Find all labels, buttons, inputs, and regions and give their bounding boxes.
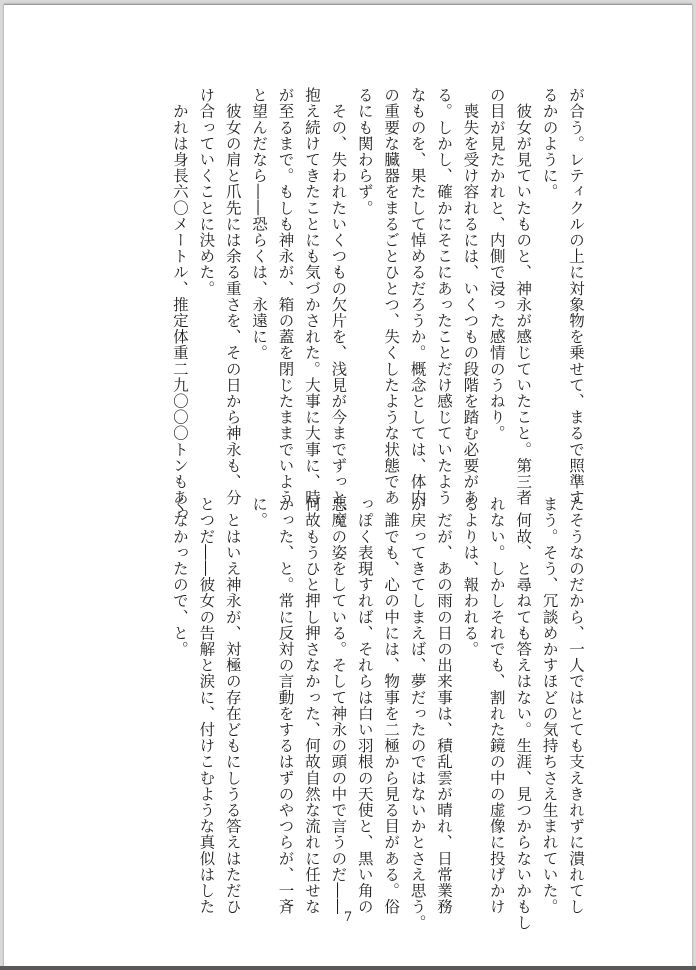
text-line: かれは身長六〇メートル、推定体重二九〇〇〇トンもあっ — [170, 87, 189, 522]
text-line: たそうなのだから、一人ではとても支えきれずに潰れてし — [567, 496, 585, 915]
text-line: るかのように。 — [540, 87, 559, 200]
text-line: 誰でも、心の中には、物事を二極から見る目がある。俗 — [382, 496, 401, 915]
page-number: 7 — [343, 910, 353, 925]
text-block-lower — [167, 496, 590, 931]
text-line: とつだ――彼女の告解と涙に、付けこむような真似はした — [197, 496, 216, 915]
text-line: 何故、と尋ねても答えはない。生涯、見つからないかもし — [514, 496, 533, 931]
document-page — [4, 4, 692, 967]
text-line: に。 — [250, 496, 269, 529]
text-line: 彼女の肩と爪先には余る重さを、その日から神永も、分 — [223, 87, 242, 506]
text-line: まう。そう、冗談めかすほどの気持ちさえ生まれていた。 — [540, 496, 559, 915]
text-line: 何故もうひと押し押さなかった、何故自然な流れに任せな — [302, 496, 321, 915]
text-line: が戻ってきてしまえば、夢だったのではないかとさえ思う。 — [408, 496, 427, 931]
page-bottom-edge — [0, 966, 696, 970]
text-line: かった、と。常に反対の言動をするはずのやつらが、一斉 — [276, 496, 295, 915]
text-line: る。しかし、確かにそこにあったことだけ感じていたよう — [434, 87, 453, 506]
text-line: け合っていくことに決めた。 — [197, 87, 216, 297]
text-line: の重要な臓器をまるごとひとつ、失くしたような状態であ — [382, 87, 401, 506]
text-line: っぽく表現すれば、それらは白い羽根の天使と、黒い角の — [355, 496, 374, 915]
text-line: るよりは、報われる。 — [461, 496, 480, 657]
text-line: 抱え続けてきたことにも気づかされた。大事に大事に、時 — [302, 87, 321, 506]
text-line: とはいえ神永が、対極の存在どもにしうる答えはただひ — [223, 496, 242, 915]
text-line: が至るまで。もしも神永が、箱の蓋を閉じたままでいよう — [276, 87, 295, 506]
text-line: の目が見たかれと、内側で浸った感情のうねり。 — [487, 87, 506, 442]
text-line: と望んだなら――恐らくは、永遠に。 — [250, 87, 269, 361]
text-line: れない。しかしそれでも、割れた鏡の中の虚像に投げかけ — [487, 496, 506, 915]
text-block-upper — [167, 87, 590, 522]
text-line: くなかったので、と。 — [170, 496, 189, 657]
text-line: その、失われたいくつもの欠片を、浅見が今までずっと、 — [329, 87, 348, 522]
text-line: なものを、果たして悼めるだろうか。概念としては、体内 — [408, 87, 427, 506]
text-line: が合う。レティクルの上に対象物を乗せて、まるで照準す — [567, 87, 585, 506]
text-line: 喪失を受け容れるには、いくつもの段階を踏む必要があ — [461, 87, 480, 506]
text-line: 悪魔の姿をしている。そして神永の頭の中で言うのだ―― — [329, 496, 348, 915]
text-line: るにも関わらず。 — [355, 87, 374, 216]
text-line: だが、あの雨の日の出来事は、積乱雲が晴れ、日常業務 — [434, 496, 453, 915]
text-line: 彼女が見ていたものと、神永が感じていたこと。第三者 — [514, 87, 533, 506]
